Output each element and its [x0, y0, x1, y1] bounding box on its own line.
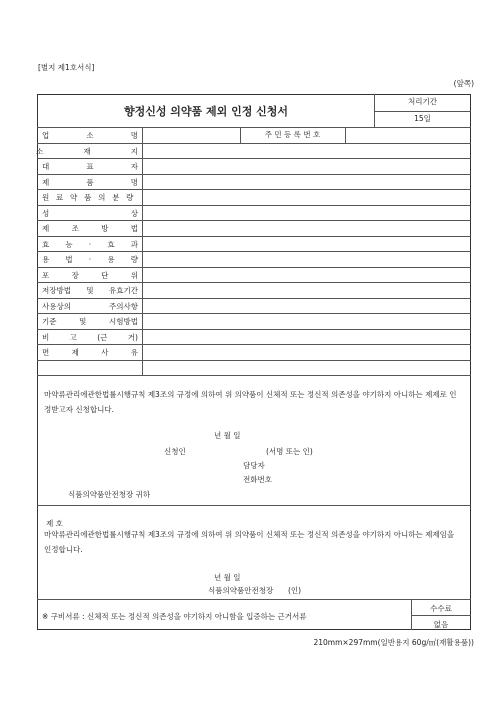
application-recipient: 식품의약품안전청장 귀하	[68, 490, 151, 499]
field-manufacturing: 제 조 방 법	[42, 224, 138, 234]
form-title: 향정신성 의약품 제외 인정 신청서	[123, 104, 289, 118]
certificate-issuer: 식품의약품안전청장	[208, 586, 274, 595]
certificate-number-label: 제 호	[46, 519, 63, 528]
field-packaging: 포 장 단 위	[42, 270, 138, 280]
processing-value: 15일	[414, 114, 431, 123]
certificate-seal: (인)	[288, 586, 302, 595]
field-resident-number-label: 주 민 등 록 번 호	[264, 130, 321, 139]
field-exemption-reason: 면 제 사 유	[42, 348, 138, 358]
phone-label: 전화번호	[243, 475, 272, 484]
processing-divider	[374, 111, 471, 112]
certificate-text: 마약류관리에관한법률시행규칙 제3조의 규정에 의하여 위 의약품이 신체적 또는 정신적 의존성을 야기하지 아니하는 제제임을 인정합니다.	[44, 530, 455, 554]
field-standards: 기준 및 시험방법	[42, 317, 138, 327]
field-properties: 성 상	[42, 208, 138, 218]
field-product-name: 제 품 명	[42, 177, 138, 187]
certificate-top-border	[37, 505, 471, 506]
attachment-top-border	[37, 599, 471, 600]
field-storage: 저장방법 및 유효기간	[42, 286, 138, 296]
processing-label: 처리기간	[408, 97, 437, 106]
field-remarks: 비 고 (근 거)	[42, 332, 138, 342]
field-location: 소 재 지	[36, 146, 138, 156]
application-text: 마약류관리에관한법률시행규칙 제3조의 규정에 의하여 위 의약품이 신체적 또는 정신적 의존성을 야기하지 아니하는 제제로 인정받고자 신청합니다.	[44, 390, 457, 414]
field-ingredients: 원 료 약 품 의 분 량	[42, 193, 136, 203]
field-representative: 대 표 자	[42, 162, 138, 172]
application-top-border	[37, 375, 471, 376]
field-business-office: 업 소 명	[42, 131, 138, 141]
application-date: 년 월 일	[214, 431, 241, 440]
attachment-text: ※ 구비서류 : 신체적 또는 정신적 의존성을 야기하지 아니함을 입증하는 근거서류	[42, 612, 307, 621]
fee-divider	[411, 615, 471, 616]
applicant-label: 신청인	[164, 447, 186, 456]
fee-label: 수수료	[430, 604, 452, 613]
field-efficacy: 효 능 · 효 과	[42, 239, 138, 249]
field-dosage: 용 법 · 용 량	[42, 255, 138, 265]
page-side-label: (앞쪽)	[453, 79, 474, 88]
form-number: [별지 제1호서식]	[38, 63, 95, 72]
person-in-charge-label: 담당자	[243, 461, 265, 470]
paper-spec: 210mm×297mm(일반용지 60g/㎡(재활용품))	[313, 638, 474, 647]
fee-value: 없음	[433, 620, 449, 629]
applicant-signature: (서명 또는 인)	[266, 447, 313, 456]
field-precautions: 사용상의 주의사항	[42, 301, 138, 311]
resident-label-right	[345, 127, 346, 143]
certificate-date: 년 월 일	[214, 573, 241, 582]
